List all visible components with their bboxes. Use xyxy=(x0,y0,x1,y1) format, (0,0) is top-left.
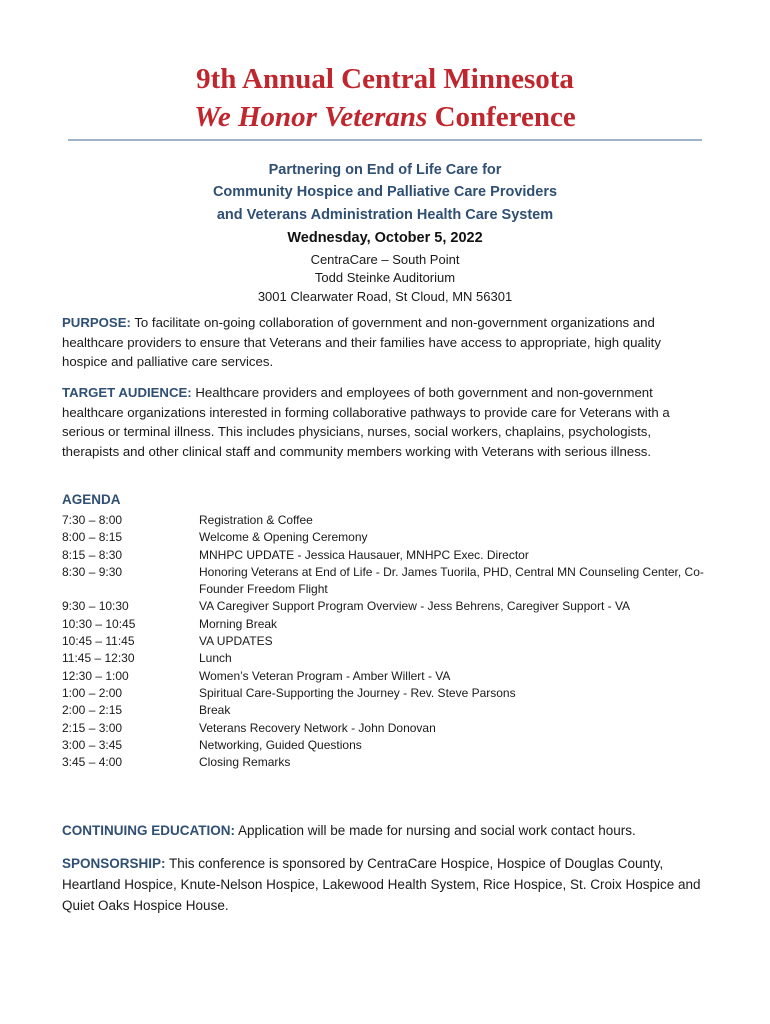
agenda-item: Women’s Veteran Program - Amber Willert - VA xyxy=(199,668,451,683)
agenda-time: 10:30 – 10:45 xyxy=(62,616,136,631)
purpose-text: To facilitate on-going collaboration of government and non-government organizations and healthcare providers to ensure that Veterans and their families have access to appropriate, high quality hospice and palliative care services. xyxy=(62,315,661,369)
subtitle-line3: and Veterans Administration Health Care System xyxy=(216,207,554,223)
conference-title-line1: 9th Annual Central Minnesota xyxy=(196,63,574,95)
agenda-time: 3:45 – 4:00 xyxy=(62,755,123,770)
agenda-time: 1:00 – 2:00 xyxy=(62,685,123,700)
continuing-education-section xyxy=(62,823,722,838)
conference-word: Conference xyxy=(427,101,576,133)
agenda-time: 7:30 – 8:00 xyxy=(62,513,123,527)
agenda-item: Spiritual Care-Supporting the Journey - Rev. Steve Parsons xyxy=(199,685,516,700)
purpose-section xyxy=(62,313,702,372)
location-room: Todd Steinke Auditorium xyxy=(314,270,456,285)
audience-text: Healthcare providers and employees of both government and non-government healthcare organizations interested in forming collaborative pathways to provide care for Veterans with a serious or terminal illness. This includes physicians, nurses, social workers, chaplains, psychologists, therapists and other clinical staff and community members working with Veterans with serious illness. xyxy=(62,385,670,459)
audience-label: TARGET AUDIENCE: xyxy=(62,385,192,400)
agenda-time: 11:45 – 12:30 xyxy=(62,651,135,666)
sponsorship-section xyxy=(62,853,702,916)
audience-section xyxy=(62,383,702,461)
agenda-item: Veterans Recovery Network - John Donovan xyxy=(199,720,436,735)
agenda-time: 2:15 – 3:00 xyxy=(62,720,123,735)
agenda-item: Registration & Coffee xyxy=(199,513,313,527)
continuing-education-label: CONTINUING EDUCATION: xyxy=(62,823,235,838)
sponsorship-text: This conference is sponsored by CentraCare Hospice, Hospice of Douglas County, Heartland Hospice, Knute-Nelson Hospice, Lakewood Health System, Rice Hospice, St. Croix Hospice and Quiet Oaks Hospice House. xyxy=(62,856,701,913)
agenda-item: Morning Break xyxy=(199,616,278,631)
location-venue: CentraCare – South Point xyxy=(310,252,460,267)
subtitle-line2: Community Hospice and Palliative Care Providers xyxy=(212,184,558,200)
agenda-time: 8:30 – 9:30 xyxy=(62,564,123,579)
event-date: Wednesday, October 5, 2022 xyxy=(287,230,483,246)
agenda-times xyxy=(62,512,192,771)
agenda-items xyxy=(199,512,709,771)
agenda-item: Networking, Guided Questions xyxy=(199,737,362,752)
conference-title-line2 xyxy=(0,100,770,134)
agenda-time: 10:45 – 11:45 xyxy=(62,634,135,649)
agenda-time: 8:00 – 8:15 xyxy=(62,530,123,545)
agenda-time: 2:00 – 2:15 xyxy=(62,703,123,718)
agenda-item: Lunch xyxy=(199,651,232,666)
agenda-time: 8:15 – 8:30 xyxy=(62,547,123,562)
agenda-item: Honoring Veterans at End of Life - Dr. James Tuorila, PHD, Central MN Counseling Center, Co-Founder Freedom Flight xyxy=(199,564,704,597)
title-divider xyxy=(68,139,702,141)
agenda-heading: AGENDA xyxy=(62,492,121,507)
agenda-item: Closing Remarks xyxy=(199,755,291,770)
sponsorship-label: SPONSORSHIP: xyxy=(62,856,166,871)
we-honor-veterans-text: We Honor Veterans xyxy=(194,101,428,133)
agenda-item: VA Caregiver Support Program Overview - Jess Behrens, Caregiver Support - VA xyxy=(199,599,631,614)
agenda-time: 3:00 – 3:45 xyxy=(62,737,123,752)
purpose-label: PURPOSE: xyxy=(62,315,131,330)
agenda-time: 9:30 – 10:30 xyxy=(62,599,129,614)
continuing-education-text: Application will be made for nursing and social work contact hours. xyxy=(235,823,636,838)
agenda-time: 12:30 – 1:00 xyxy=(62,668,129,683)
agenda-item: Break xyxy=(199,703,231,718)
agenda-item: VA UPDATES xyxy=(199,634,273,649)
location-address: 3001 Clearwater Road, St Cloud, MN 56301 xyxy=(257,289,513,304)
agenda-item: MNHPC UPDATE - Jessica Hausauer, MNHPC Exec. Director xyxy=(199,547,529,562)
subtitle-line1: Partnering on End of Life Care for xyxy=(268,162,502,178)
agenda-item: Welcome & Opening Ceremony xyxy=(199,530,368,545)
